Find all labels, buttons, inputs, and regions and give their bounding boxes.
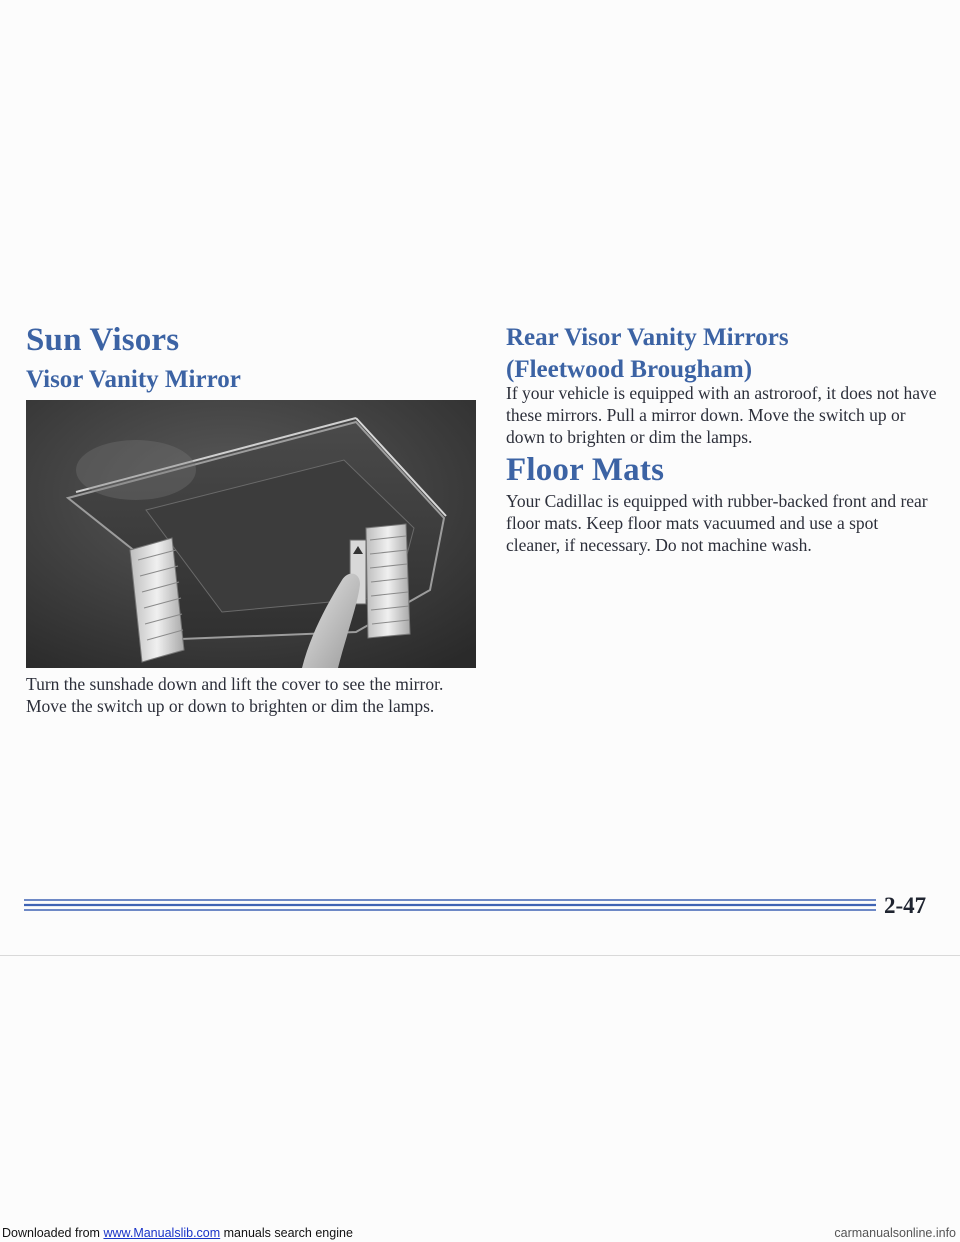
footer-prefix: Downloaded from: [2, 1226, 104, 1240]
floor-mats-heading: Floor Mats: [506, 452, 665, 488]
download-footer: [0, 1225, 960, 1242]
sun-visors-heading: Sun Visors: [26, 322, 180, 358]
page-number: 2-47: [884, 893, 927, 918]
footer-suffix: manuals search engine: [220, 1226, 353, 1240]
visor-vanity-mirror-heading: Visor Vanity Mirror: [26, 366, 241, 393]
manualslib-link[interactable]: www.Manualslib.com: [103, 1226, 221, 1240]
divider: [0, 955, 960, 956]
footer-source: [2, 1225, 353, 1242]
visor-vanity-mirror-photo: [26, 400, 476, 668]
page-rule: [24, 892, 934, 922]
rear-visor-vanity-mirrors-text: If your vehicle is equipped with an astroroof, it does not have these mirrors. Pull a mirror down. Move the switch up or down to brighten or dim the lamps.: [506, 383, 937, 447]
rear-visor-heading-line2: (Fleetwood Brougham): [506, 356, 753, 383]
floor-mats-text: Your Cadillac is equipped with rubber-backed front and rear floor mats. Keep floor mats vacuumed and use a spot cleaner, if necessary. Do not machine wash.: [506, 491, 928, 555]
rear-visor-heading-line1: Rear Visor Vanity Mirrors: [506, 324, 789, 351]
rear-visor-vanity-mirrors-heading: [506, 322, 789, 386]
visor-vanity-mirror-text: Turn the sunshade down and lift the cover to see the mirror. Move the switch up or down to brighten or dim the lamps.: [26, 674, 444, 716]
watermark: carmanualsonline.info: [834, 1226, 956, 1240]
